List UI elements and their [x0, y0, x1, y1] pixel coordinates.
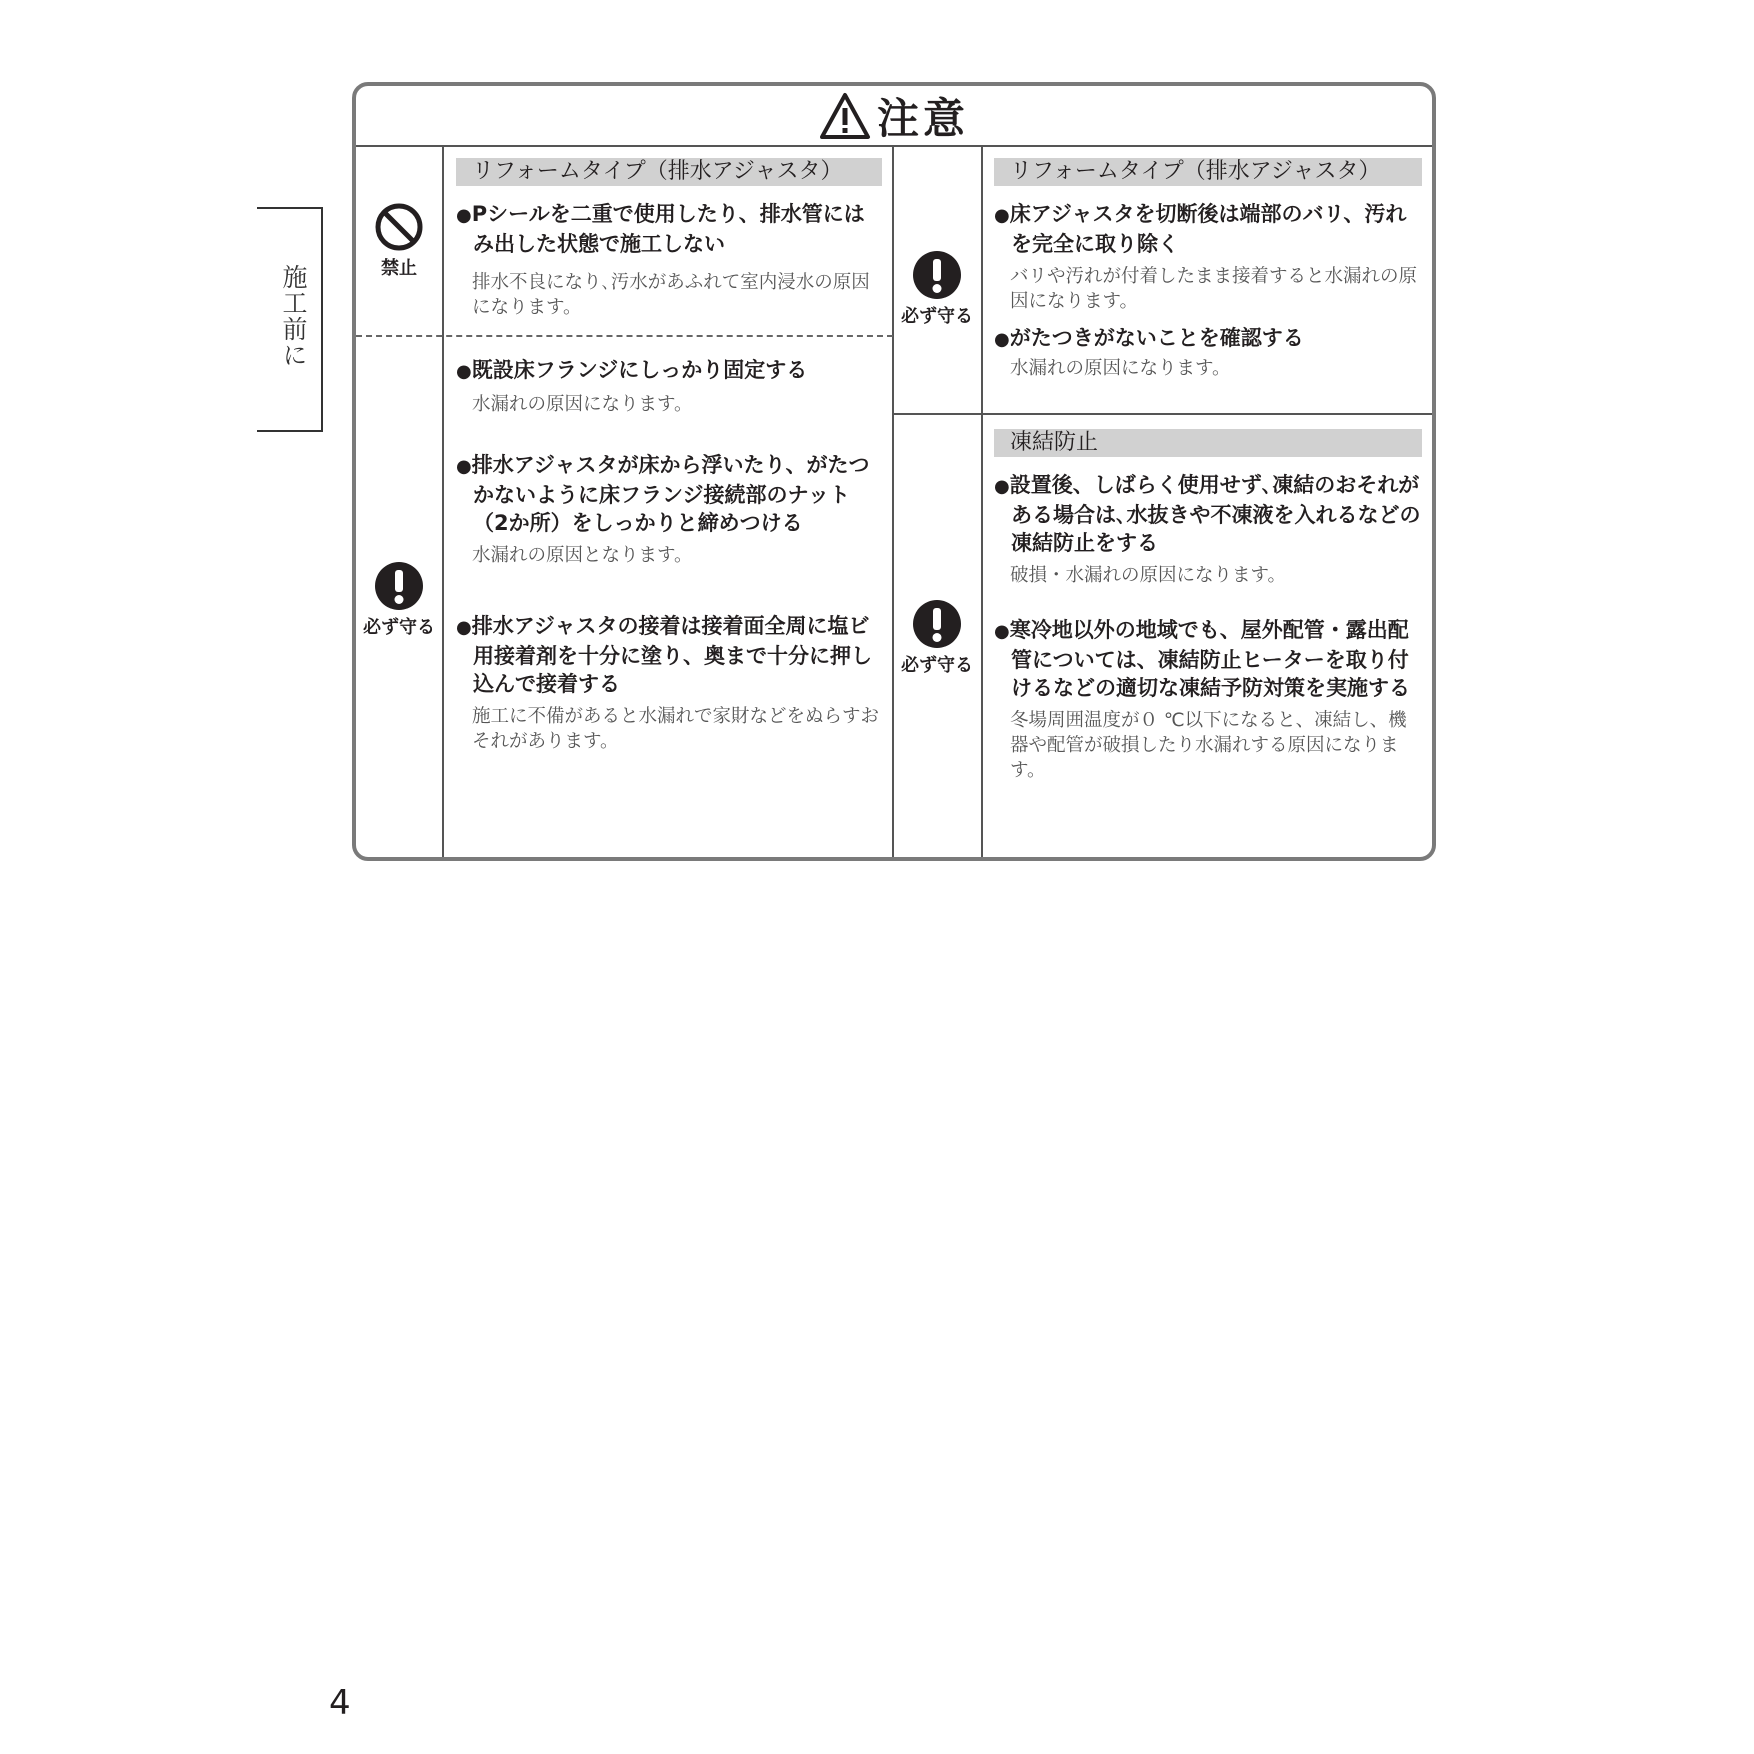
section-heading: リフォームタイプ（排水アジャスタ） — [456, 158, 882, 186]
item-note: 破損・水漏れの原因になります。 — [1010, 565, 1287, 586]
caution-header — [356, 86, 1432, 147]
caution-item — [456, 612, 882, 754]
item-heading: ●床アジャスタを切断後は端部のバリ、汚れを完全に取り除く — [994, 202, 1407, 256]
mandatory-sign — [357, 561, 441, 639]
caution-box — [352, 82, 1436, 861]
item-heading: ●既設床フランジにしっかり固定する — [456, 358, 808, 382]
item-note: 水漏れの原因になります。 — [472, 394, 693, 415]
item-note: 排水不良になり､汚水があふれて室内浸水の原因になります。 — [472, 272, 870, 318]
prohibit-label: 禁止 — [381, 258, 417, 279]
section-heading: リフォームタイプ（排水アジャスタ） — [994, 158, 1422, 186]
page-number: 4 — [329, 1683, 351, 1723]
caution-item — [994, 324, 1422, 381]
caution-item — [994, 200, 1422, 314]
item-note: 水漏れの原因になります。 — [1010, 358, 1231, 379]
warning-triangle-icon — [819, 92, 871, 140]
item-heading: ●排水アジャスタが床から浮いたり、がたつかないように床フランジ接続部のナット（2か所）をしっかりと締めつける — [456, 453, 870, 535]
caution-item — [456, 451, 882, 568]
mandatory-label: 必ず守る — [363, 617, 435, 638]
caution-item — [456, 356, 882, 417]
exclamation-icon — [374, 561, 424, 611]
exclamation-icon — [912, 250, 962, 300]
prohibit-sign — [357, 202, 441, 280]
prohibit-icon — [374, 202, 424, 252]
cell-right-top — [994, 158, 1422, 395]
item-heading: ●がたつきがないことを確認する — [994, 326, 1304, 350]
exclamation-icon — [912, 599, 962, 649]
item-heading: ●排水アジャスタの接着は接着面全周に塩ビ用接着剤を十分に塗り、奥まで十分に押し込んで接着する — [456, 614, 872, 696]
side-tab-label: 施工前に — [279, 264, 308, 368]
dashed-divider — [356, 335, 893, 337]
item-heading: ●寒冷地以外の地域でも、屋外配管・露出配管については、凍結防止ヒーターを取り付けるなどの適切な凍結予防対策を実施する — [994, 618, 1410, 700]
mandatory-sign — [895, 599, 979, 677]
item-note: 冬場周囲温度が０ ℃以下になると、凍結し、機器や配管が破損したり水漏れする原因になります。 — [1010, 710, 1407, 781]
item-note: 施工に不備があると水漏れで家財などをぬらすおそれがあります。 — [472, 706, 880, 752]
item-heading: ●設置後、しばらく使用せず､凍結のおそれがある場合は､水抜きや不凍液を入れるなどの凍結防止をする — [994, 473, 1421, 555]
caution-item — [456, 200, 882, 320]
mandatory-sign — [895, 250, 979, 328]
item-note: バリや汚れが付着したまま接着すると水漏れの原因になります。 — [1010, 266, 1418, 312]
cell-left-bottom — [456, 356, 882, 768]
divider-line — [893, 413, 1432, 415]
section-side-tab — [257, 207, 323, 432]
cell-left-top — [456, 158, 882, 334]
item-note: 水漏れの原因となります。 — [472, 545, 693, 566]
divider-line — [442, 145, 444, 857]
section-heading: 凍結防止 — [994, 429, 1422, 457]
cell-right-bottom — [994, 429, 1422, 797]
mandatory-label: 必ず守る — [901, 306, 973, 327]
mandatory-label: 必ず守る — [901, 655, 973, 676]
item-heading: ●Pシールを二重で使用したり、排水管にはみ出した状態で施工しない — [456, 202, 865, 256]
divider-line — [981, 145, 983, 857]
caution-title: 注意 — [876, 93, 969, 143]
divider-line — [892, 145, 894, 857]
caution-item — [994, 471, 1422, 588]
caution-item — [994, 616, 1422, 783]
